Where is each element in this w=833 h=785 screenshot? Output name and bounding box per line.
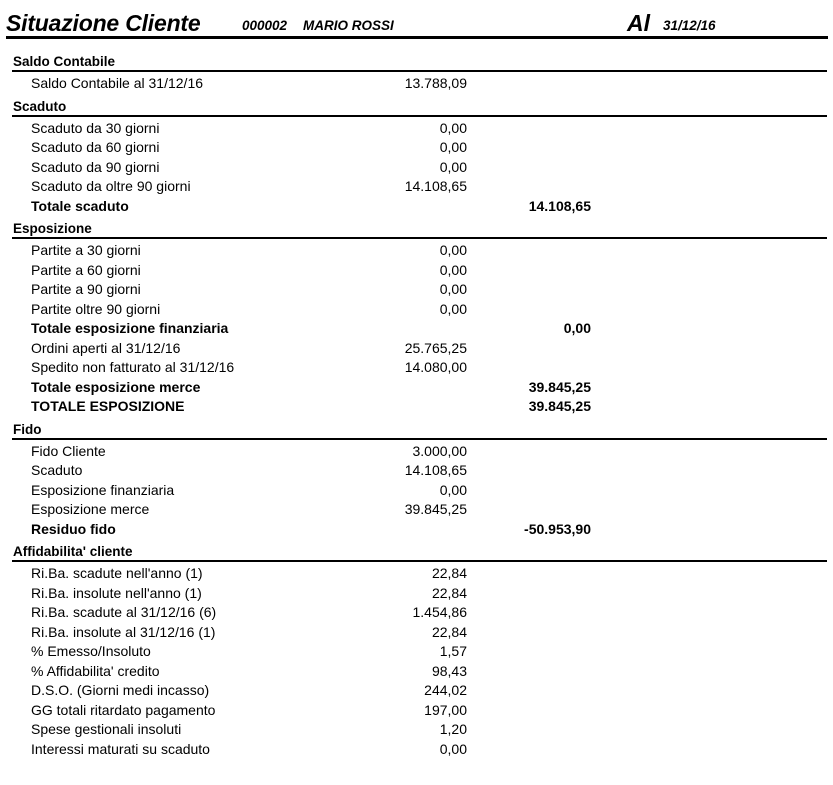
total-row	[0, 319, 833, 339]
row-value: 1.454,86	[412, 604, 467, 620]
section-esposizione	[0, 221, 833, 417]
section-title: Esposizione	[13, 221, 92, 236]
table-row	[0, 642, 833, 662]
row-label: Interessi maturati su scaduto	[31, 740, 210, 757]
total-row	[0, 397, 833, 417]
row-value: 25.765,25	[404, 339, 467, 356]
table-row	[0, 461, 833, 481]
table-row	[0, 138, 833, 158]
client-code: 000002	[242, 18, 288, 33]
row-value: 0,00	[439, 139, 467, 155]
row-label: Spese gestionali insoluti	[31, 721, 182, 737]
table-row	[0, 564, 833, 584]
section-divider	[12, 70, 827, 72]
row-value: 1,57	[439, 643, 467, 659]
header-divider	[6, 36, 828, 39]
table-row	[0, 500, 833, 520]
row-label: Partite a 60 giorni	[31, 261, 141, 278]
row-label: % Emesso/Insoluto	[31, 643, 151, 659]
section-title: Affidabilita' cliente	[13, 544, 133, 559]
table-row	[0, 603, 833, 623]
section-saldo	[0, 54, 833, 94]
row-label: Ri.Ba. scadute al 31/12/16 (6)	[31, 604, 217, 620]
section-affidabilita	[0, 544, 833, 759]
page-title: Situazione Cliente	[6, 10, 201, 36]
table-row	[0, 481, 833, 501]
row-value: 197,00	[424, 701, 467, 718]
row-label: Scaduto da oltre 90 giorni	[31, 178, 191, 194]
row-value: 0,00	[439, 300, 467, 317]
row-value: 1,20	[439, 721, 467, 737]
section-divider	[12, 115, 827, 117]
row-value: 98,43	[431, 662, 467, 679]
row-total-value: 14.108,65	[528, 197, 591, 214]
row-label: Spedito non fatturato al 31/12/16	[31, 359, 235, 375]
row-value: 0,00	[439, 158, 467, 175]
section-divider	[12, 237, 827, 239]
total-row	[0, 520, 833, 540]
row-value: 22,84	[431, 623, 467, 640]
row-label: GG totali ritardato pagamento	[31, 701, 216, 718]
table-row	[0, 74, 833, 94]
row-label: Scaduto da 90 giorni	[31, 158, 160, 175]
total-row	[0, 378, 833, 398]
row-label: Residuo fido	[31, 520, 116, 537]
row-label: Ordini aperti al 31/12/16	[31, 339, 181, 356]
report-body	[0, 54, 833, 759]
row-value: 22,84	[431, 565, 467, 581]
section-title: Scaduto	[13, 98, 67, 114]
row-value: 22,84	[431, 584, 467, 601]
row-label: Partite a 90 giorni	[31, 281, 141, 297]
table-row	[0, 584, 833, 604]
row-value: 0,00	[439, 119, 467, 136]
row-value: 39.845,25	[404, 501, 467, 517]
section-divider	[12, 438, 827, 440]
section-scaduto	[0, 99, 833, 217]
row-total-value: 39.845,25	[528, 378, 591, 395]
report-header	[6, 6, 828, 36]
row-value: 0,00	[439, 481, 467, 498]
row-label: Totale scaduto	[31, 197, 129, 214]
section-title: Saldo Contabile	[13, 54, 116, 69]
table-row	[0, 158, 833, 178]
table-row	[0, 177, 833, 197]
row-value: 0,00	[439, 242, 467, 258]
row-label: Scaduto da 30 giorni	[31, 119, 160, 136]
row-label: Totale esposizione merce	[31, 378, 201, 395]
row-label: Partite oltre 90 giorni	[31, 300, 161, 317]
row-total-value: 0,00	[563, 320, 591, 336]
table-row	[0, 681, 833, 701]
row-label: Scaduto	[31, 462, 83, 478]
table-row	[0, 662, 833, 682]
section-divider	[12, 560, 827, 562]
table-row	[0, 300, 833, 320]
row-label: Saldo Contabile al 31/12/16	[31, 75, 204, 91]
row-label: % Affidabilita' credito	[31, 662, 160, 679]
row-total-value: 39.845,25	[528, 398, 591, 414]
client-name: MARIO ROSSI	[303, 18, 394, 33]
row-value: 3.000,00	[412, 442, 467, 459]
row-label: Fido Cliente	[31, 442, 106, 459]
row-label: Esposizione merce	[31, 501, 150, 517]
row-label: Ri.Ba. insolute nell'anno (1)	[31, 584, 202, 601]
row-value: 0,00	[439, 740, 467, 757]
row-label: Ri.Ba. scadute nell'anno (1)	[31, 565, 203, 581]
table-row	[0, 339, 833, 359]
row-label: Partite a 30 giorni	[31, 242, 141, 258]
table-row	[0, 740, 833, 760]
table-row	[0, 442, 833, 462]
table-row	[0, 701, 833, 721]
row-value: 0,00	[439, 261, 467, 278]
row-label: D.S.O. (Giorni medi incasso)	[31, 682, 210, 698]
row-value: 0,00	[439, 281, 467, 297]
table-row	[0, 119, 833, 139]
date-label: Al	[627, 10, 650, 36]
row-value: 13.788,09	[404, 75, 467, 91]
table-row	[0, 720, 833, 740]
section-fido	[0, 422, 833, 540]
table-row	[0, 280, 833, 300]
table-row	[0, 358, 833, 378]
row-value: 14.080,00	[404, 359, 467, 375]
row-label: Scaduto da 60 giorni	[31, 139, 160, 155]
row-label: Esposizione finanziaria	[31, 481, 175, 498]
row-value: 14.108,65	[404, 178, 467, 194]
table-row	[0, 241, 833, 261]
total-row	[0, 197, 833, 217]
report-date: 31/12/16	[663, 18, 716, 33]
row-value: 244,02	[424, 682, 467, 698]
table-row	[0, 623, 833, 643]
row-label: Ri.Ba. insolute al 31/12/16 (1)	[31, 623, 216, 640]
row-label: TOTALE ESPOSIZIONE	[31, 398, 185, 414]
row-value: 14.108,65	[404, 462, 467, 478]
section-title: Fido	[13, 421, 42, 437]
row-label: Totale esposizione finanziaria	[31, 320, 229, 336]
row-total-value: -50.953,90	[524, 520, 591, 537]
table-row	[0, 261, 833, 281]
